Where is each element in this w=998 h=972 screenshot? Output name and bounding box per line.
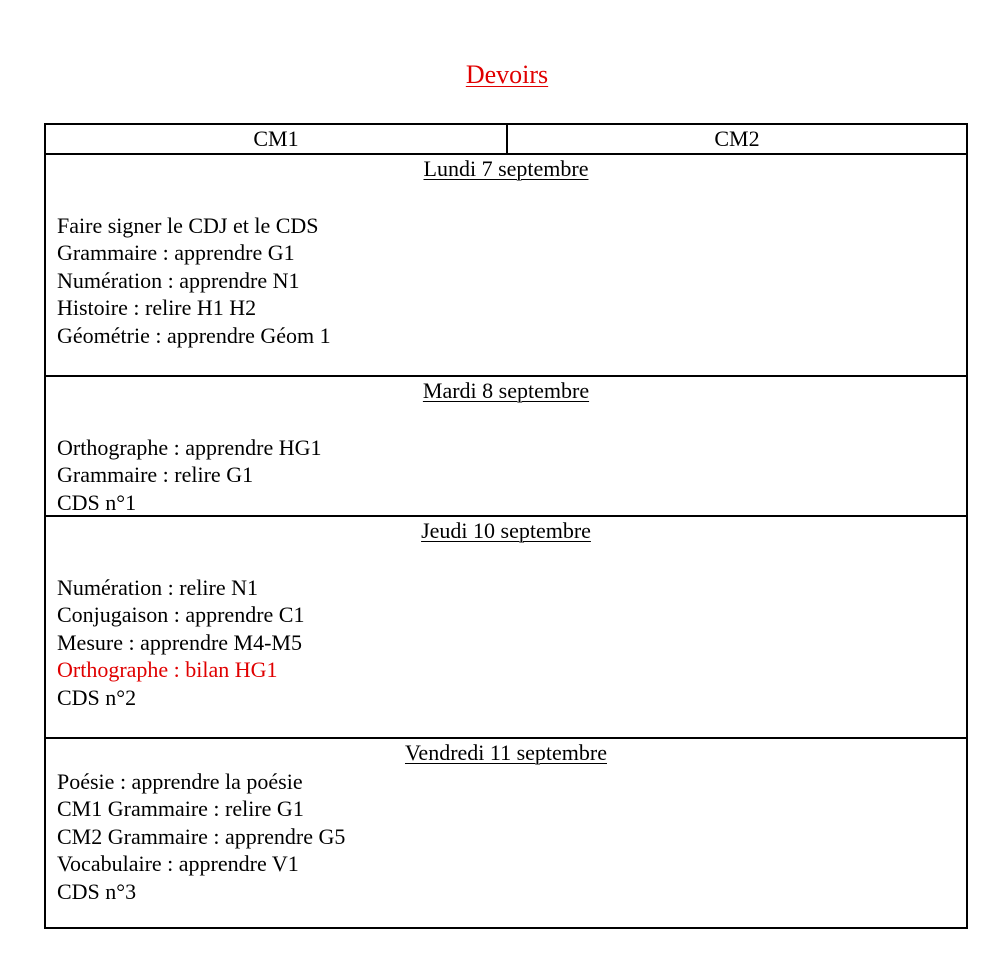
column-header-cm2: CM2 xyxy=(714,126,760,151)
day-title: Mardi 8 septembre xyxy=(422,378,590,403)
task-item: Histoire : relire H1 H2 xyxy=(57,295,257,321)
task-item: Poésie : apprendre la poésie xyxy=(57,769,303,794)
task-item: CM1 Grammaire : relire G1 xyxy=(57,796,304,822)
day-title: Jeudi 10 septembre xyxy=(421,518,591,543)
task-item: Conjugaison : apprendre C1 xyxy=(57,602,305,628)
task-item: CDS n°3 xyxy=(57,878,137,904)
task-item: Numération : relire N1 xyxy=(57,575,258,600)
task-item: Géométrie : apprendre Géom 1 xyxy=(57,322,331,348)
task-item: Numération : apprendre N1 xyxy=(57,267,300,293)
task-list xyxy=(57,574,304,711)
day-section-tuesday xyxy=(46,375,966,515)
task-item: Vocabulaire : apprendre V1 xyxy=(57,851,299,877)
table-header-row xyxy=(46,125,966,153)
day-title: Vendredi 11 septembre xyxy=(404,740,607,765)
task-item-highlighted: Orthographe : bilan HG1 xyxy=(57,657,278,683)
day-section-monday xyxy=(46,153,966,375)
column-header-cm1: CM1 xyxy=(46,125,508,153)
homework-table xyxy=(44,123,968,929)
task-item: CDS n°2 xyxy=(57,684,137,710)
task-list xyxy=(57,212,331,349)
task-item: Orthographe : apprendre HG1 xyxy=(57,435,322,460)
task-item: CDS n°1 xyxy=(57,489,137,515)
task-list xyxy=(57,768,345,905)
day-section-friday xyxy=(46,737,966,927)
task-item: Grammaire : relire G1 xyxy=(57,462,254,488)
task-list xyxy=(57,434,322,516)
day-section-thursday xyxy=(46,515,966,737)
day-title: Lundi 7 septembre xyxy=(423,156,589,181)
task-item: CM2 Grammaire : apprendre G5 xyxy=(57,823,346,849)
task-item: Grammaire : apprendre G1 xyxy=(57,240,295,266)
page-title: Devoirs xyxy=(465,60,549,89)
task-item: Faire signer le CDJ et le CDS xyxy=(57,213,319,238)
task-item: Mesure : apprendre M4-M5 xyxy=(57,629,302,655)
